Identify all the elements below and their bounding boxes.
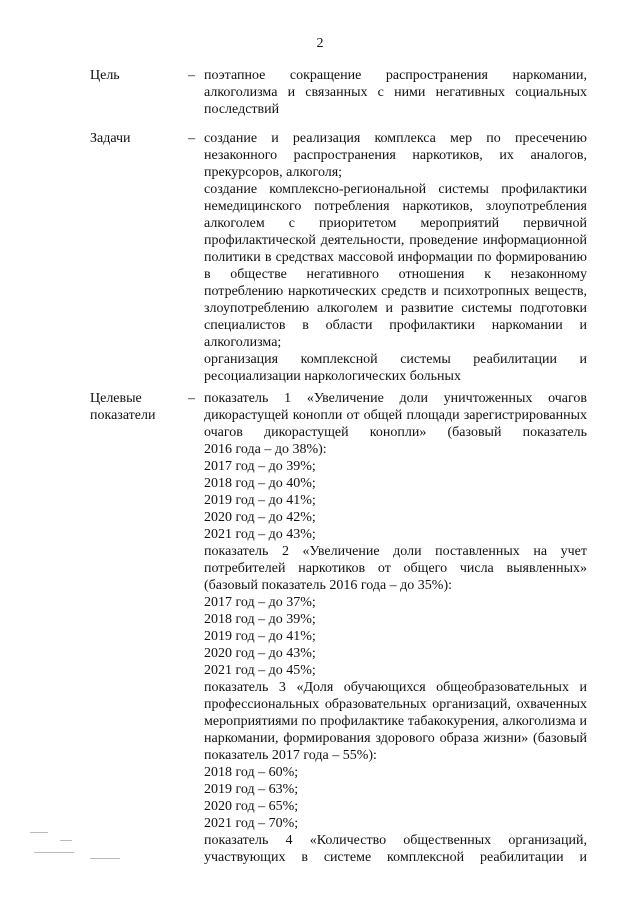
- text-line: 2019 год – 63%;: [204, 782, 299, 797]
- label-line: Цель: [90, 68, 120, 83]
- text-line: показатель 2 «Увеличение доли поставленных на учет: [204, 544, 587, 559]
- dash: –: [188, 391, 195, 406]
- text-line: 2020 год – 65%;: [204, 799, 299, 814]
- text-line: политики в средствах массовой информации по формированию: [204, 250, 587, 265]
- text-line: злоупотреблению алкоголем и развитие системы подготовки: [204, 301, 587, 316]
- tasks-label: [90, 130, 131, 147]
- text-line: прекурсоров, алкоголя;: [204, 165, 343, 180]
- tasks-text: [204, 130, 587, 385]
- text-line: 2018 год – 60%;: [204, 765, 299, 780]
- text-line: 2019 год – до 41%;: [204, 629, 316, 644]
- text-line: мероприятиями по профилактике табакокурения, алкоголизма и: [204, 714, 587, 729]
- text-line: 2018 год – до 39%;: [204, 612, 316, 627]
- text-line: последствий: [204, 102, 280, 117]
- text-line: 2021 год – 70%;: [204, 816, 299, 831]
- text-line: профилактической деятельности, проведение информационной: [204, 233, 587, 248]
- page-number: 2: [316, 36, 324, 51]
- text-line: 2018 год – до 40%;: [204, 476, 316, 491]
- text-line: (базовый показатель 2016 года – до 35%):: [204, 578, 453, 593]
- text-line: создание и реализация комплекса мер по пресечению: [204, 131, 587, 146]
- goal-label: [90, 67, 120, 84]
- text-line: 2016 года – до 38%):: [204, 442, 327, 457]
- label-line: Целевые: [90, 391, 142, 406]
- dash: –: [188, 131, 195, 146]
- text-line: алкоголем с приоритетом мероприятий первичной: [204, 216, 587, 231]
- text-line: 2020 год – до 42%;: [204, 510, 316, 525]
- text-line: алкоголизма;: [204, 335, 282, 350]
- text-line: алкоголизма и связанных с ними негативных социальных: [204, 85, 587, 100]
- text-line: очагов дикорастущей конопли» (базовый показатель: [204, 425, 587, 440]
- text-line: специалистов в области профилактики наркомании и: [204, 318, 587, 333]
- text-line: 2021 год – до 43%;: [204, 527, 316, 542]
- text-line: 2020 год – до 43%;: [204, 646, 316, 661]
- text-line: потребителей наркотиков от общего числа выявленных»: [204, 561, 587, 576]
- text-line: ресоциализации наркологических больных: [204, 369, 461, 384]
- label-line: Задачи: [90, 131, 131, 146]
- goal-text: [204, 67, 587, 118]
- scan-artifact: [30, 830, 140, 870]
- text-line: 2021 год – до 45%;: [204, 663, 316, 678]
- text-line: показатель 4 «Количество общественных организаций,: [204, 833, 587, 848]
- text-line: организация комплексной системы реабилитации и: [204, 352, 587, 367]
- text-line: 2017 год – до 39%;: [204, 459, 316, 474]
- text-line: участвующих в системе комплексной реабилитации и: [204, 850, 587, 865]
- text-line: незаконного распространения наркотиков, их аналогов,: [204, 148, 587, 163]
- dash: –: [188, 68, 195, 83]
- text-line: показатель 2017 года – 55%):: [204, 748, 377, 763]
- text-line: 2019 год – до 41%;: [204, 493, 316, 508]
- label-line: показатели: [90, 408, 156, 423]
- text-line: создание комплексно-региональной системы профилактики: [204, 182, 587, 197]
- indicators-text: [204, 390, 587, 866]
- text-line: поэтапное сокращение распространения наркомании,: [204, 68, 587, 83]
- indicators-label: [90, 390, 156, 424]
- text-line: наркомании, формирования здорового образа жизни» (базовый: [204, 731, 587, 746]
- text-line: немедицинского потребления наркотиков, злоупотребления: [204, 199, 587, 214]
- text-line: показатель 3 «Доля обучающихся общеобразовательных и: [204, 680, 587, 695]
- text-line: показатель 1 «Увеличение доли уничтоженных очагов: [204, 391, 587, 406]
- text-line: дикорастущей конопли от общей площади зарегистрированных: [204, 408, 587, 423]
- text-line: профессиональных образовательных организаций, охваченных: [204, 697, 587, 712]
- text-line: потреблению наркотических средств и психотропных веществ,: [204, 284, 587, 299]
- text-line: в обществе негативного отношения к незаконному: [204, 267, 587, 282]
- text-line: 2017 год – до 37%;: [204, 595, 316, 610]
